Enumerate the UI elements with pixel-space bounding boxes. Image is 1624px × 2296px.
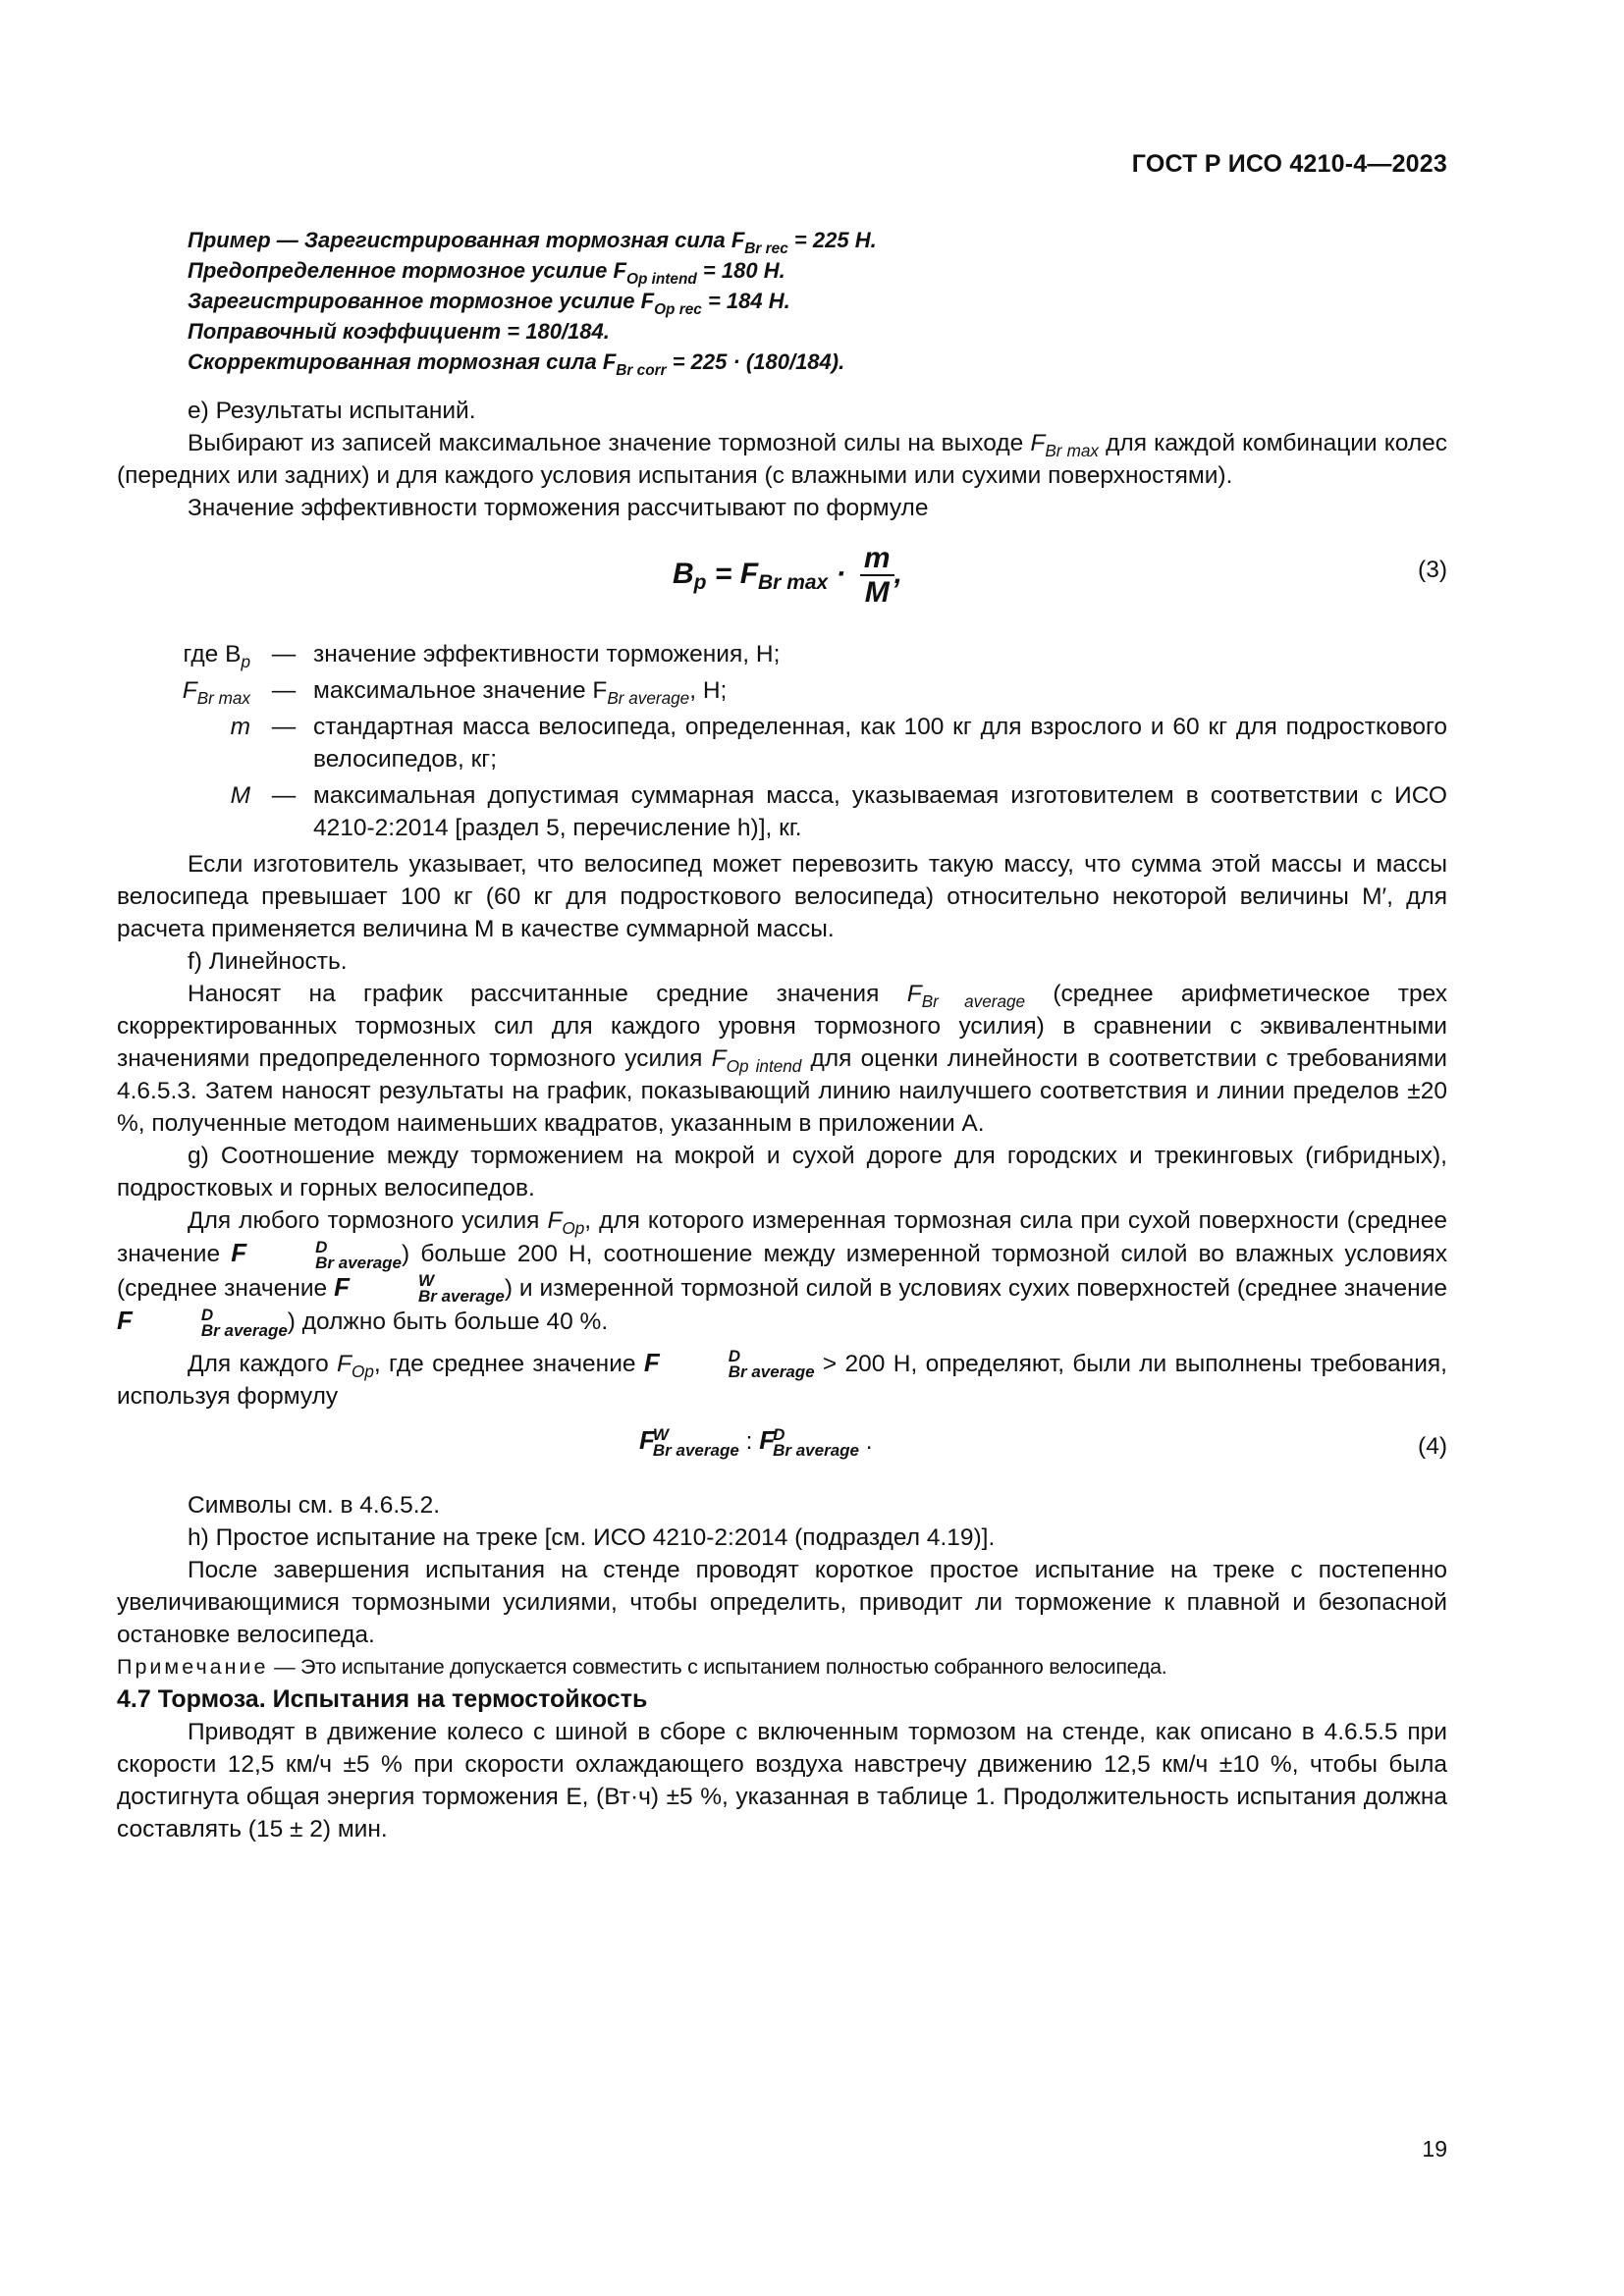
definitions-list [117, 638, 1447, 844]
section-title: 4.7 Тормоза. Испытания на термостойкость [117, 1685, 648, 1714]
equation-3-number: (3) [1418, 557, 1447, 583]
paragraph-e-2: Значение эффективности торможения рассчитывают по формуле [188, 495, 929, 521]
equation-4 [117, 1416, 1447, 1485]
heading-e: е) Результаты испытаний. [188, 398, 476, 424]
page-number: 19 [1422, 2136, 1447, 2162]
paragraph-f: Наносят на график рассчитанные средние значения $F_{Br average}$ (среднее арифметическое трех скорректированных тормозных сил для каждого уровня тормозного усилия) в сравнении с эквивалентными значениями предопределенного тормозного усилия $F_{Op intend}$ для оценки линейности в соответствии с требованиями 4.6.5.3. Затем наносят результаты на график, показывающий линию наилучшего соответствия и линии пределов ±20 %, полученные методом наименьших квадратов, указанным в приложении А. [117, 981, 1447, 1137]
paragraph-g-2: Для каждого $F_{Op}$, где среднее значение F D Br average > 200 Н, определяют, были ли выполнены требования, используя формулу [117, 1347, 1447, 1411]
note [117, 1651, 1447, 1683]
example-line-3: Зарегистрированное тормозное усилие $F_{Op rec} = 184$ Н. [188, 289, 790, 318]
example-line-4: Поправочный коэффициент = 180/184. [188, 319, 610, 344]
paragraph-h: После завершения испытания на стенде проводят короткое простое испытание на треке с постепенно увеличивающимися тормозными усилиями, чтобы определить, приводит ли торможение к плавной и безопасной остановке велосипеда. [117, 1557, 1447, 1649]
definition-row: $F_{Br max}$ — максимальное значение $F_{Br average}$, Н; [182, 677, 728, 708]
paragraph-g-1: Для любого тормозного усилия $F_{Op}$, для которого измеренная тормозная сила при сухой поверхности (среднее значение F D Br average ) больше 200 Н, соотношение между измеренной тормозной силой во влажных условиях (среднее значение F W Br average ) и измеренной тормозной силой в условиях сухих поверхностей (среднее значение F D Br average ) должно быть больше 40 %. [117, 1207, 1448, 1340]
section-paragraph: Приводят в движение колесо с шиной в сборе с включенным тормозом на стенде, как описано в 4.6.5.5 при скорости 12,5 км/ч ±5 % при скорости охлаждающего воздуха навстречу движению 12,5 км/ч ±10 %, чтобы была достигнута общая энергия торможения E, (Вт·ч) ±5 %, указанная в таблице 1. Продолжительность испытания должна составлять (15 ± 2) мин. [117, 1719, 1447, 1843]
heading-f: f) Линейность. [188, 948, 348, 975]
heading-h: h) Простое испытание на треке [см. ИСО 4210-2:2014 (подраздел 4.19)]. [188, 1524, 996, 1552]
equation-3-formula: $B_p = F_{Br max}$ · $\frac{m}{M}$ , [673, 542, 902, 609]
document-id-header: ГОСТ Р ИСО 4210-4—2023 [1131, 150, 1447, 178]
heading-g: g) Соотношение между торможением на мокрой и сухой дороге для городских и трекинговых (гибридных), подростковых и горных велосипедов. [117, 1143, 1447, 1201]
paragraph-e-1: Выбирают из записей максимальное значение тормозной силы на выходе $F_{Br max}$ для каждой комбинации колес (передних или задних) и для каждого условия испытания (с влажными или сухими поверхностями). [117, 430, 1447, 489]
paragraph-symbols: Символы см. в 4.6.5.2. [188, 1492, 441, 1520]
note-text: — Это испытание допускается совместить с испытанием полностью собранного велосипеда. [268, 1655, 1167, 1680]
paragraph-mass: Если изготовитель указывает, что велосипед может перевозить такую массу, что сумма этой массы и массы велосипеда превышает 100 кг (60 кг для подросткового велосипеда) относительно некоторой величины M′, для расчета применяется величина M в качестве суммарной массы. [117, 851, 1447, 942]
definition-row: где $B_p$ — значение эффективности торможения, Н; [183, 641, 781, 671]
note-label: Примечание [117, 1655, 269, 1680]
mass-fraction: $\frac{m}{M}$ [860, 542, 894, 609]
example-line-2: Предопределенное тормозное усилие $F_{Op intend} = 180$ Н. [188, 258, 785, 288]
definition-row: m — стандартная масса велосипеда, определенная, как 100 кг для взрослого и 60 кг для подросткового велосипедов, кг; [230, 714, 1447, 773]
equation-3 [117, 530, 1447, 628]
definition-row: M — максимальная допустимая суммарная масса, указываемая изготовителем в соответствии с ИСО 4210-2:2014 [раздел 5, перечисление h)], кг. [230, 782, 1447, 841]
example-line-1: Пример — Зарегистрированная тормозная сила $F_{Br rec} = 225$ Н. [188, 228, 877, 257]
equation-4-formula: F W Br average : F D Br average . [639, 1424, 873, 1460]
example-block [188, 225, 877, 377]
document-body [117, 395, 1447, 1845]
example-line-5: Скорректированная тормозная сила $F_{Br corr} = 225 \cdot (180/184)$. [188, 349, 845, 379]
equation-4-number: (4) [1418, 1433, 1447, 1461]
